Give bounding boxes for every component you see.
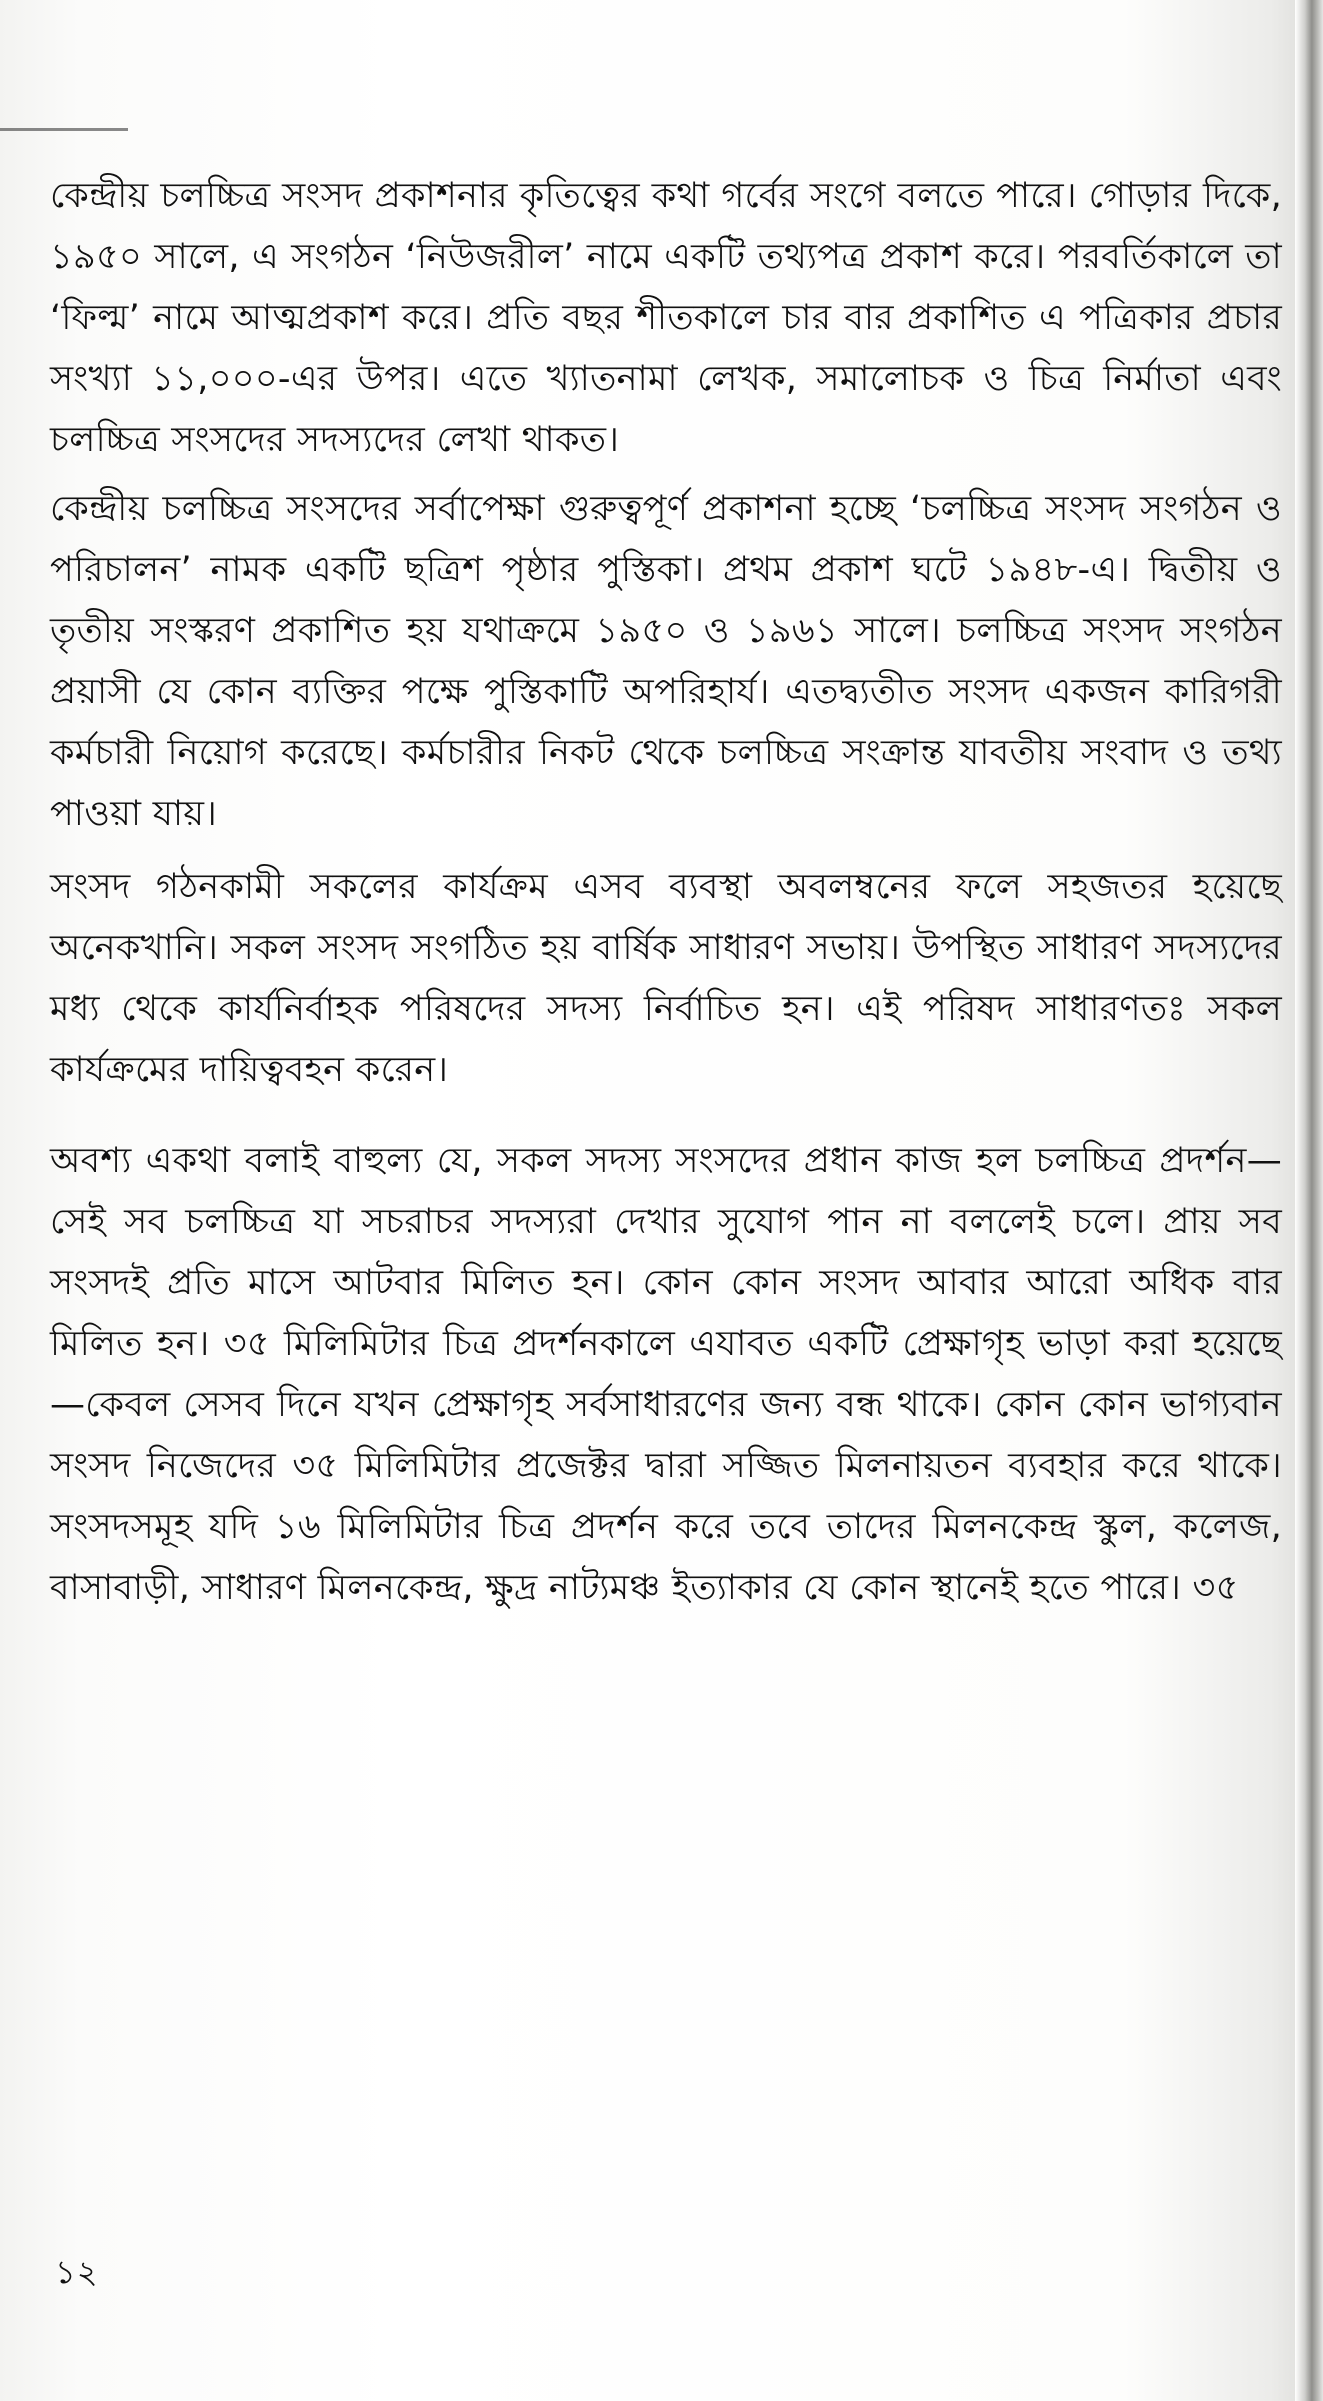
page-gutter-shadow: [1295, 0, 1323, 2401]
paragraph-4: অবশ্য একথা বলাই বাহুল্য যে, সকল সদস্য সংসদের প্রধান কাজ হল চলচ্চিত্র প্রদর্শন—সেই সব চলচ্চিত্র যা সচরাচর সদস্যরা দেখার সুযোগ পান না বললেই চলে। প্রায় সব সংসদই প্রতি মাসে আটবার মিলিত হন। কোন কোন সংসদ আবার আরো অধিক বার মিলিত হন। ৩৫ মিলিমিটার চিত্র প্রদর্শনকালে এযাবত একটি প্রেক্ষাগৃহ ভাড়া করা হয়েছে —কেবল সেসব দিনে যখন প্রেক্ষাগৃহ সর্বসাধারণের জন্য বন্ধ থাকে। কোন কোন ভাগ্যবান সংসদ নিজেদের ৩৫ মিলিমিটার প্রজেক্টর দ্বারা সজ্জিত মিলনায়তন ব্যবহার করে থাকে। সংসদসমূহ যদি ১৬ মিলিমিটার চিত্র প্রদর্শন করে তবে তাদের মিলনকেন্দ্র স্কুল, কলেজ, বাসাবাড়ী, সাধারণ মিলনকেন্দ্র, ক্ষুদ্র নাট্যমঞ্চ ইত্যাকার যে কোন স্থানেই হতে পারে। ৩৫: [50, 1141, 1282, 1608]
paragraph-2: কেন্দ্রীয় চলচ্চিত্র সংসদের সর্বাপেক্ষা গুরুত্বপূর্ণ প্রকাশনা হচ্ছে ‘চলচ্চিত্র সংসদ সংগঠন ও পরিচালন’ নামক একটি ছত্রিশ পৃষ্ঠার পুস্তিকা। প্রথম প্রকাশ ঘটে ১৯৪৮-এ। দ্বিতীয় ও তৃতীয় সংস্করণ প্রকাশিত হয় যথাক্রমে ১৯৫০ ও ১৯৬১ সালে। চলচ্চিত্র সংসদ সংগঠন প্রয়াসী যে কোন ব্যক্তির পক্ষে পুস্তিকাটি অপরিহার্য। এতদ্ব্যতীত সংসদ একজন কারিগরী কর্মচারী নিয়োগ করেছে। কর্মচারীর নিকট থেকে চলচ্চিত্র সংক্রান্ত যাবতীয় সংবাদ ও তথ্য পাওয়া যায়।: [50, 489, 1282, 834]
header-rule: [0, 128, 128, 131]
page-number: ১২: [55, 2253, 99, 2291]
paragraph-3: সংসদ গঠনকামী সকলের কার্যক্রম এসব ব্যবস্থা অবলম্বনের ফলে সহজতর হয়েছে অনেকখানি। সকল সংসদ সংগঠিত হয় বার্ষিক সাধারণ সভায়। উপস্থিত সাধারণ সদস্যদের মধ্য থেকে কার্যনির্বাহক পরিষদের সদস্য নির্বাচিত হন। এই পরিষদ সাধারণতঃ সকল কার্যক্রমের দায়িত্ববহন করেন।: [50, 867, 1282, 1090]
paragraph-1: কেন্দ্রীয় চলচ্চিত্র সংসদ প্রকাশনার কৃতিত্বের কথা গর্বের সংগে বলতে পারে। গোড়ার দিকে, ১৯৫০ সালে, এ সংগঠন ‘নিউজরীল’ নামে একটি তথ্যপত্র প্রকাশ করে। পরবর্তিকালে তা ‘ফিল্ম’ নামে আত্মপ্রকাশ করে। প্রতি বছর শীতকালে চার বার প্রকাশিত এ পত্রিকার প্রচার সংখ্যা ১১,০০০-এর উপর। এতে খ্যাতনামা লেখক, সমালোচক ও চিত্র নির্মাতা এবং চলচ্চিত্র সংসদের সদস্যদের লেখা থাকত।: [50, 176, 1282, 460]
body-text: [50, 150, 1282, 1619]
